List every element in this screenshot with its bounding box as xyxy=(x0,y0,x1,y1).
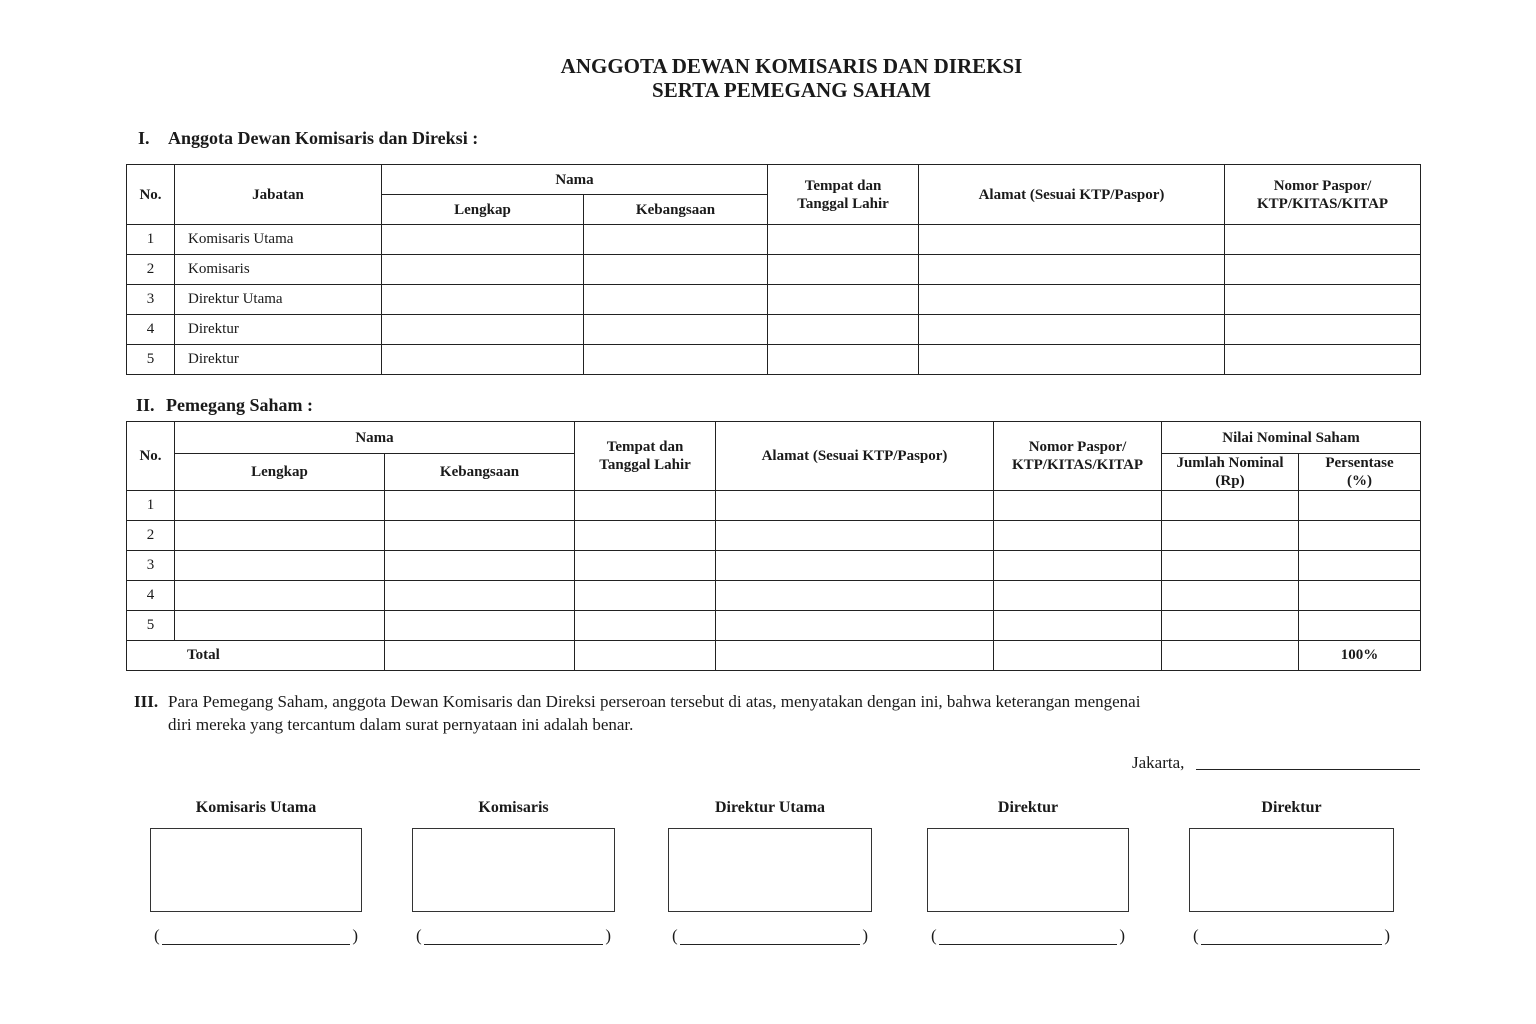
signature-role: Direktur xyxy=(997,799,1059,816)
input-cell[interactable] xyxy=(382,345,584,375)
input-cell[interactable] xyxy=(716,521,994,551)
input-cell[interactable] xyxy=(768,345,919,375)
signature-block xyxy=(1189,798,1394,948)
signature-role: Komisaris Utama xyxy=(195,799,317,816)
table-row xyxy=(127,285,1421,315)
row-jabatan: Direktur xyxy=(175,345,382,375)
input-cell[interactable] xyxy=(994,581,1162,611)
section-1-title: Anggota Dewan Komisaris dan Direksi : xyxy=(168,128,479,148)
table-row xyxy=(127,225,1421,255)
input-cell[interactable] xyxy=(1225,255,1421,285)
input-cell[interactable] xyxy=(1162,551,1299,581)
input-cell[interactable] xyxy=(385,521,575,551)
row-no: 4 xyxy=(127,581,175,611)
header-nama: Nama xyxy=(175,422,575,454)
input-cell[interactable] xyxy=(584,225,768,255)
input-cell[interactable] xyxy=(1299,491,1421,521)
signature-box[interactable] xyxy=(412,828,615,912)
table-row xyxy=(127,611,1421,641)
table-row xyxy=(127,315,1421,345)
input-cell[interactable] xyxy=(1299,551,1421,581)
table-row xyxy=(127,491,1421,521)
input-cell[interactable] xyxy=(575,611,716,641)
signature-name-line[interactable]: ( ) xyxy=(672,926,868,945)
input-cell[interactable] xyxy=(768,225,919,255)
input-cell[interactable] xyxy=(575,491,716,521)
header-lengkap: Lengkap xyxy=(382,195,584,225)
signature-box[interactable] xyxy=(1189,828,1394,912)
input-cell[interactable] xyxy=(575,641,716,671)
input-cell[interactable] xyxy=(385,641,575,671)
directors-table xyxy=(126,164,1421,375)
header-nomor-paspor: Nomor Paspor/ KTP/KITAS/KITAP xyxy=(1225,165,1421,225)
input-cell[interactable] xyxy=(175,491,385,521)
input-cell[interactable] xyxy=(575,551,716,581)
input-cell[interactable] xyxy=(175,581,385,611)
signature-role: Direktur xyxy=(1261,799,1322,816)
table-row xyxy=(127,581,1421,611)
input-cell[interactable] xyxy=(1225,225,1421,255)
signature-role: Direktur Utama xyxy=(714,799,826,816)
section-3-number: III. xyxy=(134,692,159,711)
input-cell[interactable] xyxy=(1162,521,1299,551)
total-label: Total xyxy=(127,641,385,671)
row-jabatan: Direktur xyxy=(175,315,382,345)
signature-name-line[interactable]: ( ) xyxy=(1193,926,1390,945)
input-cell[interactable] xyxy=(1225,345,1421,375)
table-row xyxy=(127,551,1421,581)
input-cell[interactable] xyxy=(385,551,575,581)
date-line[interactable] xyxy=(1196,769,1420,770)
input-cell[interactable] xyxy=(175,521,385,551)
input-cell[interactable] xyxy=(1162,581,1299,611)
input-cell[interactable] xyxy=(716,641,994,671)
header-kebangsaan: Kebangsaan xyxy=(584,195,768,225)
table-row xyxy=(127,521,1421,551)
input-cell[interactable] xyxy=(584,255,768,285)
input-cell[interactable] xyxy=(575,521,716,551)
section-1-number: I. xyxy=(138,128,150,148)
input-cell[interactable] xyxy=(382,225,584,255)
input-cell[interactable] xyxy=(1162,611,1299,641)
signature-block xyxy=(150,798,362,948)
header-kebangsaan: Kebangsaan xyxy=(385,454,575,491)
section-2-heading xyxy=(136,394,313,416)
input-cell[interactable] xyxy=(1225,315,1421,345)
header-tempat-tanggal-lahir: Tempat dan Tanggal Lahir xyxy=(768,165,919,225)
input-cell[interactable] xyxy=(994,641,1162,671)
input-cell[interactable] xyxy=(994,491,1162,521)
row-no: 5 xyxy=(127,611,175,641)
header-nomor-paspor: Nomor Paspor/ KTP/KITAS/KITAP xyxy=(994,422,1162,491)
total-percent: 100% xyxy=(1299,641,1421,671)
input-cell[interactable] xyxy=(994,521,1162,551)
input-cell[interactable] xyxy=(382,255,584,285)
signature-name-line[interactable]: ( ) xyxy=(154,926,358,945)
signature-name-line[interactable]: ( ) xyxy=(931,926,1125,945)
signature-block xyxy=(412,798,615,948)
header-no: No. xyxy=(127,165,175,225)
section-2-title: Pemegang Saham : xyxy=(166,395,313,415)
signature-box[interactable] xyxy=(927,828,1129,912)
input-cell[interactable] xyxy=(584,315,768,345)
input-cell[interactable] xyxy=(382,285,584,315)
input-cell[interactable] xyxy=(385,611,575,641)
row-no: 3 xyxy=(127,285,175,315)
row-no: 2 xyxy=(127,521,175,551)
city-label: Jakarta, xyxy=(1132,753,1185,772)
row-no: 5 xyxy=(127,345,175,375)
row-jabatan: Komisaris Utama xyxy=(175,225,382,255)
input-cell[interactable] xyxy=(716,491,994,521)
header-nilai-nominal-saham: Nilai Nominal Saham xyxy=(1162,422,1421,454)
row-no: 1 xyxy=(127,491,175,521)
row-no: 4 xyxy=(127,315,175,345)
input-cell[interactable] xyxy=(919,345,1225,375)
input-cell[interactable] xyxy=(919,225,1225,255)
input-cell[interactable] xyxy=(385,581,575,611)
input-cell[interactable] xyxy=(1299,521,1421,551)
input-cell[interactable] xyxy=(1162,491,1299,521)
input-cell[interactable] xyxy=(768,255,919,285)
statement xyxy=(134,690,1168,736)
shareholders-table xyxy=(126,421,1421,671)
row-jabatan: Direktur Utama xyxy=(175,285,382,315)
signature-role: Komisaris xyxy=(478,799,549,816)
title-line-1: ANGGOTA DEWAN KOMISARIS DAN DIREKSI xyxy=(560,54,1023,78)
statement-text: Para Pemegang Saham, anggota Dewan Komisaris dan Direksi perseroan tersebut di atas, menyatakan dengan ini, bahwa keterangan mengenai diri mereka yang tercantum dalam surat pernyataan ini adalah benar. xyxy=(168,692,1141,734)
header-nama: Nama xyxy=(382,165,768,195)
input-cell[interactable] xyxy=(919,315,1225,345)
row-jabatan: Komisaris xyxy=(175,255,382,285)
header-jumlah-nominal: Jumlah Nominal (Rp) xyxy=(1162,454,1299,491)
header-jabatan: Jabatan xyxy=(175,165,382,225)
section-2-number: II. xyxy=(136,395,155,415)
signature-block xyxy=(927,798,1129,948)
input-cell[interactable] xyxy=(385,491,575,521)
signature-box[interactable] xyxy=(668,828,872,912)
input-cell[interactable] xyxy=(1162,641,1299,671)
input-cell[interactable] xyxy=(716,581,994,611)
header-no: No. xyxy=(127,422,175,491)
page-title xyxy=(0,54,1536,102)
row-no: 3 xyxy=(127,551,175,581)
row-no: 1 xyxy=(127,225,175,255)
input-cell[interactable] xyxy=(1225,285,1421,315)
input-cell[interactable] xyxy=(584,345,768,375)
input-cell[interactable] xyxy=(382,315,584,345)
input-cell[interactable] xyxy=(175,611,385,641)
input-cell[interactable] xyxy=(716,551,994,581)
input-cell[interactable] xyxy=(768,315,919,345)
input-cell[interactable] xyxy=(768,285,919,315)
header-alamat: Alamat (Sesuai KTP/Paspor) xyxy=(919,165,1225,225)
section-1-heading xyxy=(138,127,478,149)
input-cell[interactable] xyxy=(716,611,994,641)
signature-block xyxy=(668,798,872,948)
input-cell[interactable] xyxy=(919,255,1225,285)
header-lengkap: Lengkap xyxy=(175,454,385,491)
input-cell[interactable] xyxy=(1299,581,1421,611)
header-alamat: Alamat (Sesuai KTP/Paspor) xyxy=(716,422,994,491)
title-line-2: SERTA PEMEGANG SAHAM xyxy=(652,78,931,102)
input-cell[interactable] xyxy=(584,285,768,315)
table-row xyxy=(127,345,1421,375)
signature-box[interactable] xyxy=(150,828,362,912)
input-cell[interactable] xyxy=(1299,611,1421,641)
signature-name-line[interactable]: ( ) xyxy=(416,926,611,945)
row-no: 2 xyxy=(127,255,175,285)
table-row xyxy=(127,255,1421,285)
header-tempat-tanggal-lahir: Tempat dan Tanggal Lahir xyxy=(575,422,716,491)
header-persentase: Persentase (%) xyxy=(1299,454,1421,491)
input-cell[interactable] xyxy=(919,285,1225,315)
input-cell[interactable] xyxy=(994,551,1162,581)
input-cell[interactable] xyxy=(994,611,1162,641)
total-row xyxy=(127,641,1421,671)
input-cell[interactable] xyxy=(175,551,385,581)
input-cell[interactable] xyxy=(575,581,716,611)
